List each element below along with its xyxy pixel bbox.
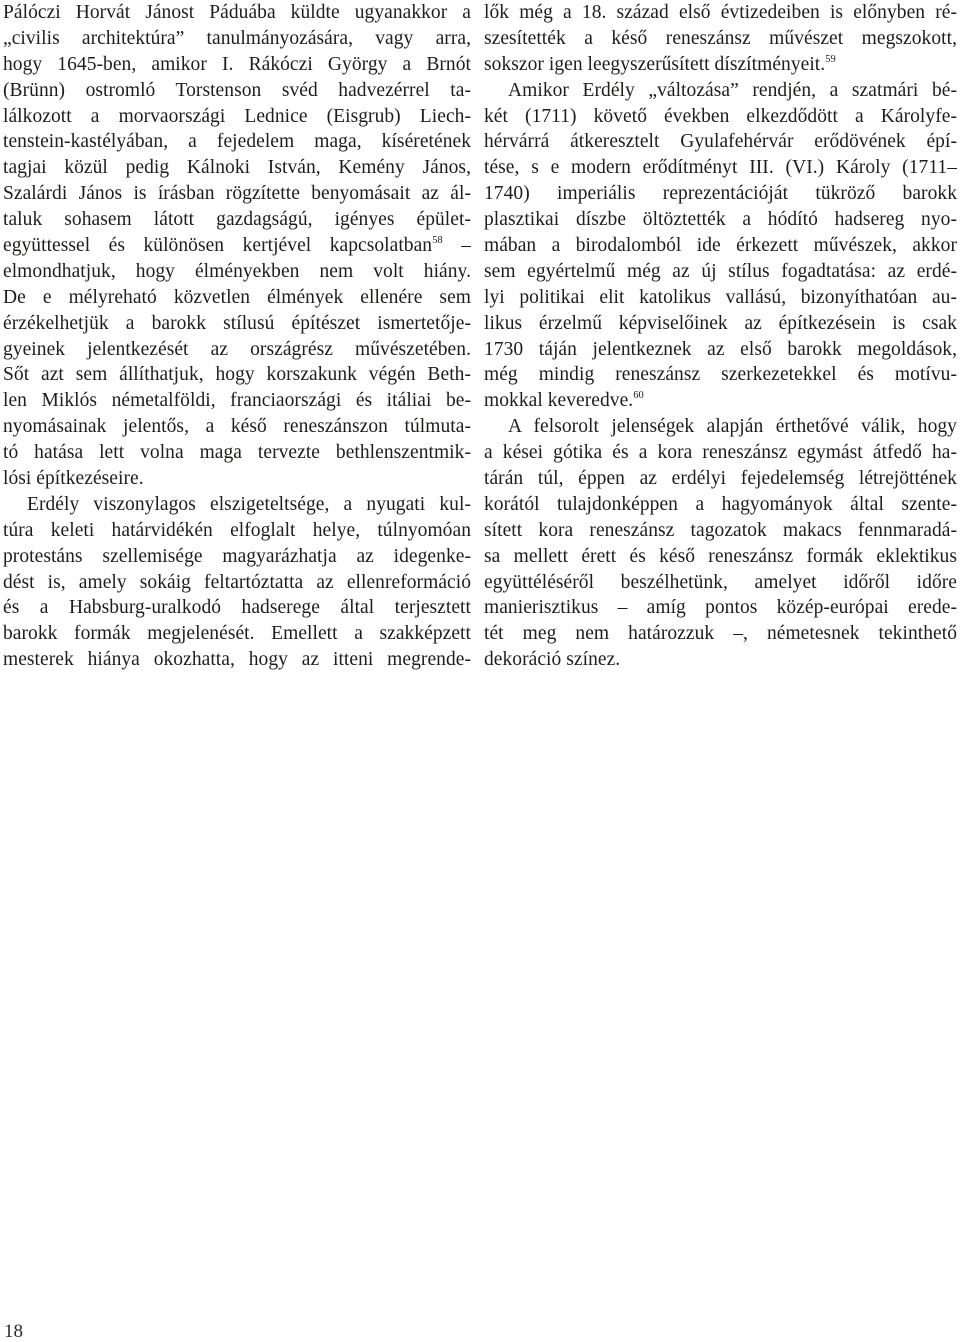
line-text: Szalárdi János is írásban rögzítette benyomásait az ál-: [3, 183, 471, 205]
line-text: A felsorolt jelenségek alapján érthetővé válik, hogy: [508, 416, 957, 438]
line-text: nyomásainak jelentős, a késő reneszánszon túlmuta-: [3, 416, 471, 438]
text-line: [3, 647, 471, 673]
text-line: [484, 155, 957, 181]
line-text: Amikor Erdély „változása” rendjén, a szatmári bé-: [508, 79, 957, 101]
line-text: dekoráció színez.: [484, 649, 621, 671]
text-line: [3, 595, 471, 621]
text-line: [484, 129, 957, 155]
text-line: [3, 362, 471, 388]
text-line: [3, 492, 471, 518]
text-line: [3, 311, 471, 337]
line-text: lyi politikai elit katolikus vallású, bizonyíthatóan au-: [484, 286, 957, 308]
line-text: érzékelhetjük a barokk stílusú építészet ismertetője-: [3, 312, 471, 334]
text-line: [484, 570, 957, 596]
line-text: sem egyértelmű még az új stílus fogadtatása: az erdé-: [484, 260, 957, 282]
right-text-column: [484, 0, 957, 673]
text-line: [484, 362, 957, 388]
line-text: Erdély viszonylagos elszigeteltsége, a nyugati kul-: [27, 493, 471, 515]
line-text: plasztikai díszbe öltöztették a hódító hadsereg nyo-: [484, 209, 957, 231]
text-line: [484, 621, 957, 647]
text-line: [484, 0, 957, 26]
text-line: [3, 388, 471, 414]
line-text: még mindig reneszánsz szerkezetekkel és motívu-: [484, 364, 957, 386]
line-text: tét meg nem határozzuk –, németesnek tekinthető: [484, 623, 957, 645]
text-line: [484, 337, 957, 363]
text-line: [3, 466, 471, 492]
line-text: együttéléséről beszélhetünk, amelyet időről időre: [484, 571, 957, 593]
footnote-marker: 58: [432, 235, 443, 247]
text-line: [484, 233, 957, 259]
line-text: tó hatása lett volna maga tervezte bethlenszentmik-: [3, 442, 471, 464]
line-text: tárán túl, éppen az erdélyi fejedelemség létrejöttének: [484, 468, 957, 490]
line-text: hogy 1645-ben, amikor I. Rákóczi György a Brnót: [3, 53, 471, 75]
line-text: és a Habsburg-uralkodó hadserege által terjesztett: [3, 597, 471, 619]
line-text: elmondhatjuk, hogy élményekben nem volt hiány.: [3, 260, 471, 282]
text-line: [484, 388, 957, 414]
line-text-after: –: [442, 235, 471, 257]
text-line: [3, 104, 471, 130]
line-text: len Miklós németalföldi, franciaországi és itáliai be-: [3, 390, 471, 412]
line-text: túra keleti határvidékén elfoglalt helye, túlnyomóan: [3, 519, 471, 541]
text-line: [484, 518, 957, 544]
page-number: 18: [4, 1321, 23, 1342]
text-line: [3, 414, 471, 440]
text-line: [484, 104, 957, 130]
line-text: barokk formák megjelenését. Emellett a szakképzett: [3, 623, 471, 645]
text-line: [484, 544, 957, 570]
text-line: [3, 207, 471, 233]
line-text: szesítették a késő reneszánsz művészet megszokott,: [484, 27, 957, 49]
text-line: [484, 259, 957, 285]
line-text: De e mélyreható közvetlen élmények ellenére sem: [3, 286, 471, 308]
footnote-marker: 60: [633, 390, 644, 402]
line-text: a kései gótika és a kora reneszánsz egymást átfedő ha-: [484, 442, 957, 464]
text-line: [3, 181, 471, 207]
text-line: [3, 129, 471, 155]
line-text: (Brünn) ostromló Torstenson svéd hadvezérrel ta-: [3, 79, 471, 101]
text-line: [484, 595, 957, 621]
text-line: [3, 570, 471, 596]
line-text: lálkozott a morvaországi Lednice (Eisgrub) Liech-: [3, 105, 471, 127]
line-text: lők még a 18. század első évtizedeiben is előnyben ré-: [484, 2, 957, 23]
left-text-column: [3, 0, 471, 673]
text-line: [484, 440, 957, 466]
text-line: [484, 52, 957, 78]
line-text: korától tulajdonképpen a hagyományok által szente-: [484, 493, 957, 515]
line-text: sített kora reneszánsz tagozatok makacs fennmaradá-: [484, 519, 957, 541]
line-text: két (1711) követő években elkezdődött a Károlyfe-: [484, 105, 957, 127]
line-text: sa mellett érett és késő reneszánsz formák eklektikus: [484, 545, 957, 567]
text-line: [484, 26, 957, 52]
line-text: protestáns szellemisége magyarázhatja az idegenke-: [3, 545, 471, 567]
line-text: „civilis architektúra” tanulmányozására, vagy arra,: [3, 27, 471, 49]
line-text: Sőt azt sem állíthatjuk, hogy korszakunk végén Beth-: [3, 364, 471, 386]
line-text: likus érzelmű képviselőinek az építkezésein is csak: [484, 312, 957, 334]
text-line: [484, 647, 957, 673]
line-text: dést is, amely sokáig feltartóztatta az ellenreformáció: [3, 571, 471, 593]
text-line: [3, 233, 471, 259]
text-line: [3, 337, 471, 363]
line-text: lósi építkezéseire.: [3, 468, 144, 490]
line-text: hérvárrá átkeresztelt Gyulafehérvár erődövének épí-: [484, 131, 957, 153]
line-text: együttessel és különösen kertjével kapcsolatban: [3, 235, 433, 257]
text-line: [3, 285, 471, 311]
text-line: [3, 155, 471, 181]
text-line: [484, 181, 957, 207]
text-line: [3, 544, 471, 570]
text-line: [484, 78, 957, 104]
text-line: [484, 492, 957, 518]
text-line: [3, 440, 471, 466]
line-text: tenstein-kastélyában, a fejedelem maga, kíséretének: [3, 131, 471, 153]
line-text: tagjai közül pedig Kálnoki István, Kemény János,: [3, 157, 471, 179]
line-text: tése, s e modern erődítményt III. (VI.) Károly (1711–: [484, 157, 957, 179]
line-text: 1730 táján jelentkeznek az első barokk megoldások,: [484, 338, 957, 360]
text-line: [3, 78, 471, 104]
line-text: mokkal keveredve.: [484, 390, 634, 412]
line-text: gyeinek jelentkezését az országrész művészetében.: [3, 338, 471, 360]
line-text: sokszor igen leegyszerűsített díszítményeit.: [484, 53, 826, 75]
footnote-marker: 59: [825, 53, 836, 65]
text-line: [3, 518, 471, 544]
line-text: manierisztikus – amíg pontos közép-európai erede-: [484, 597, 957, 619]
line-text: taluk sohasem látott gazdagságú, igényes épület-: [3, 209, 471, 231]
text-line: [3, 26, 471, 52]
line-text: mában a birodalomból ide érkezett művészek, akkor: [484, 235, 957, 257]
line-text: Pálóczi Horvát Jánost Páduába küldte ugyanakkor a: [3, 2, 471, 23]
text-line: [3, 52, 471, 78]
text-line: [3, 259, 471, 285]
text-line: [484, 207, 957, 233]
text-line: [484, 311, 957, 337]
text-line: [3, 0, 471, 26]
text-line: [484, 466, 957, 492]
text-line: [3, 621, 471, 647]
text-line: [484, 285, 957, 311]
text-line: [484, 414, 957, 440]
line-text: 1740) imperiális reprezentációját tükröző barokk: [484, 183, 957, 205]
line-text: mesterek hiánya okozhatta, hogy az itteni megrende-: [3, 649, 471, 671]
